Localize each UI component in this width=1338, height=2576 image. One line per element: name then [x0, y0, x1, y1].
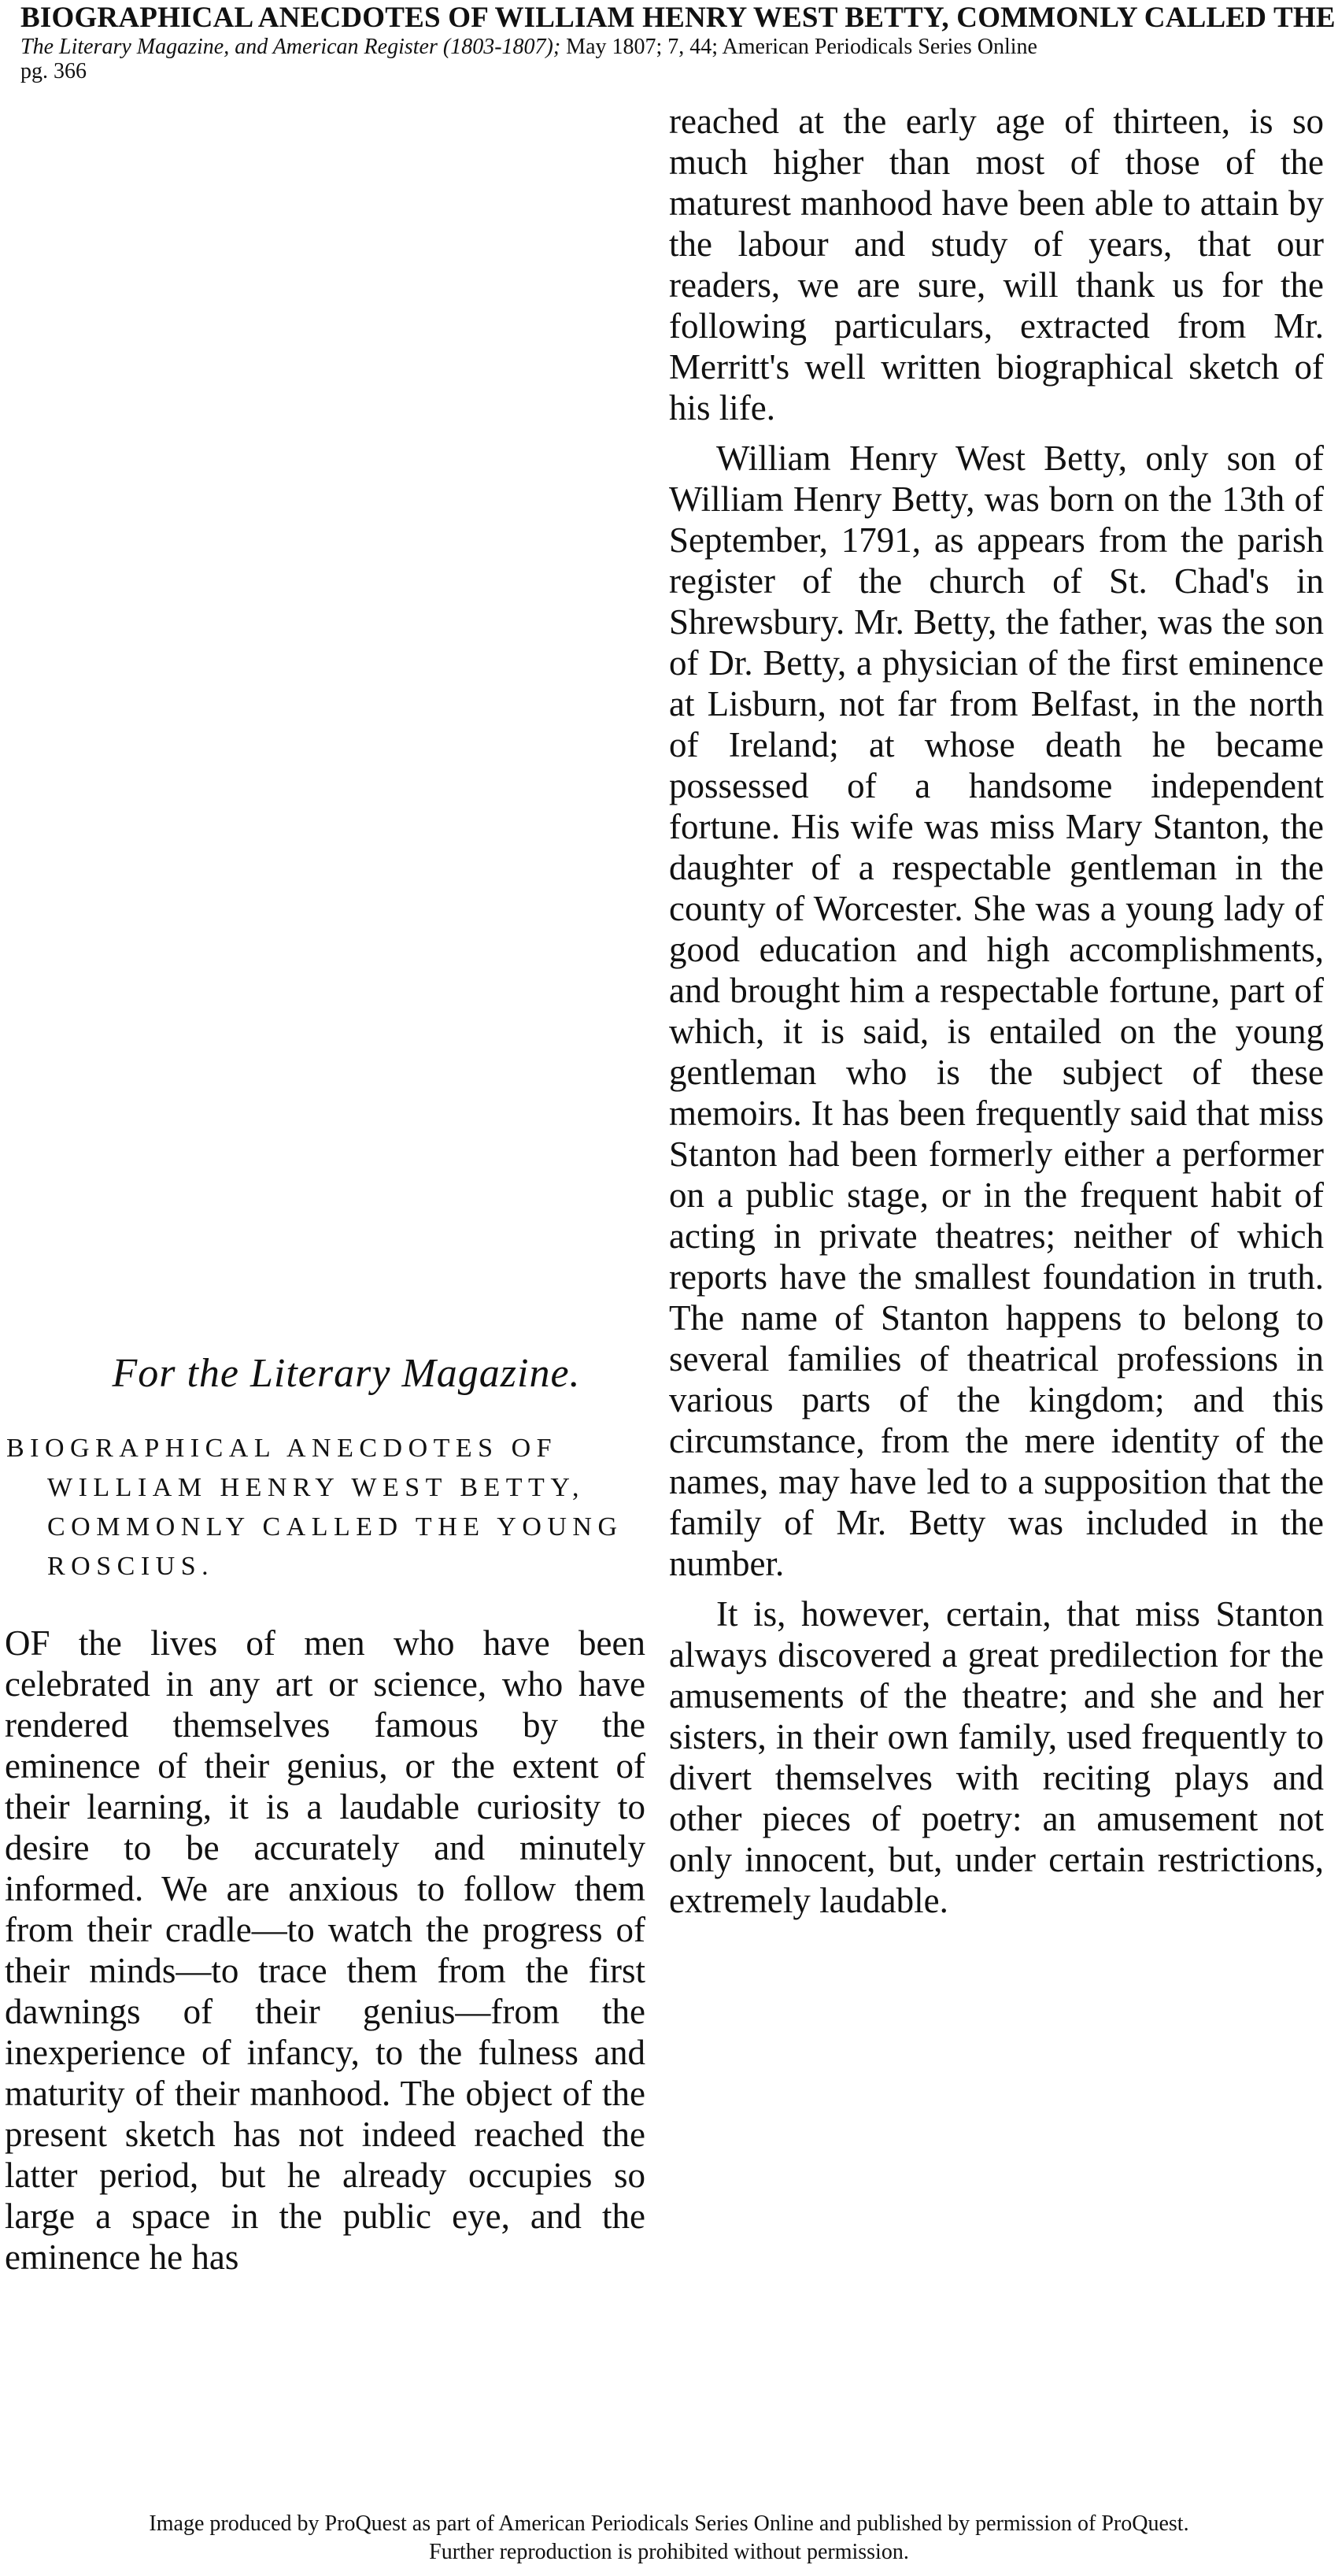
- right-column: [669, 101, 1330, 1921]
- paragraph-3: It is, however, certain, that miss Stanton always discovered a great predilection for the amusements of the theatre; and she and her sisters, in their own family, used frequently to divert themselves with reciting plays and other pieces of poetry: an amusement not only innocent, but, under certain restrictions, extremely laudable.: [669, 1594, 1324, 1920]
- paragraph-2: William Henry West Betty, only son of William Henry Betty, was born on the 13th of September, 1791, as appears from the parish register of the church of St. Chad's in Shrewsbury. Mr. Betty, the father, was the son of Dr. Betty, a physician of the first eminence at Lisburn, not far from Belfast, in the north of Ireland; at whose death he became possessed of a handsome independent fortune. His wife was miss Mary Stanton, the daughter of a respectable gentleman in the county of Worcester. She was a young lady of good education and high accomplishments, and brought him a respectable fortune, part of which, it is said, is entailed on the young gentleman who is the subject of these memoirs. It has been frequently said that miss Stanton had been formerly either a performer on a public stage, or in the frequent habit of acting in private theatres; neither of which reports have the smallest foundation in truth. The name of Stanton happens to belong to several families of theatrical professions in various parts of the kingdom; and this circumstance, from the mere identity of the names, may have led to a supposition that the family of Mr. Betty was included in the number.: [669, 439, 1324, 1583]
- citation-header: [20, 2, 1336, 83]
- article-title-line: COMMONLY CALLED THE YOUNG: [47, 1512, 623, 1542]
- citation-details: May 1807; 7, 44; American Periodicals Series Online: [566, 35, 1037, 59]
- paragraph-1: OF the lives of men who have been celebrated in any art or science, who have rendered themselves famous by the eminence of their genius, or the extent of their learning, it is a laudable curiosity to desire to be accurately and minutely informed. We are anxious to follow them from their cradle—to watch the progress of their minds—to trace them from the first dawnings of their genius—from the inexperience of infancy, to the fulness and maturity of their manhood. The object of the present sketch has not indeed reached the latter period, but he already occupies so large a space in the public eye, and the eminence he has: [5, 1623, 645, 2277]
- left-column: [0, 1350, 661, 2278]
- article-title: [6, 1429, 661, 1586]
- publication-name: The Literary Magazine, and American Register (1803-1807);: [20, 35, 561, 59]
- article-title-line: BIOGRAPHICAL ANECDOTES OF: [6, 1434, 558, 1463]
- article-title-line: ROSCIUS.: [47, 1552, 215, 1581]
- page-number: pg. 366: [20, 59, 87, 83]
- article-title-line: WILLIAM HENRY WEST BETTY,: [47, 1473, 585, 1502]
- paragraph-1-continued: reached at the early age of thirteen, is so much higher than most of those of the maturest manhood have been able to attain by the labour and study of years, that our readers, we are sure, will thank us for the following particulars, extracted from Mr. Merritt's well written biographical sketch of his life.: [669, 102, 1324, 427]
- citation-line: [20, 35, 1319, 60]
- section-heading: For the Literary Magazine.: [112, 1351, 581, 1396]
- footer-line-1: Image produced by ProQuest as part of American Periodicals Series Online and published by permission of ProQuest.: [149, 2511, 1189, 2536]
- copyright-footer: [0, 2510, 1338, 2567]
- document-title: BIOGRAPHICAL ANECDOTES OF WILLIAM HENRY WEST BETTY, COMMONLY CALLED THE: [20, 2, 1336, 34]
- footer-line-2: Further reproduction is prohibited without permission.: [429, 2540, 909, 2564]
